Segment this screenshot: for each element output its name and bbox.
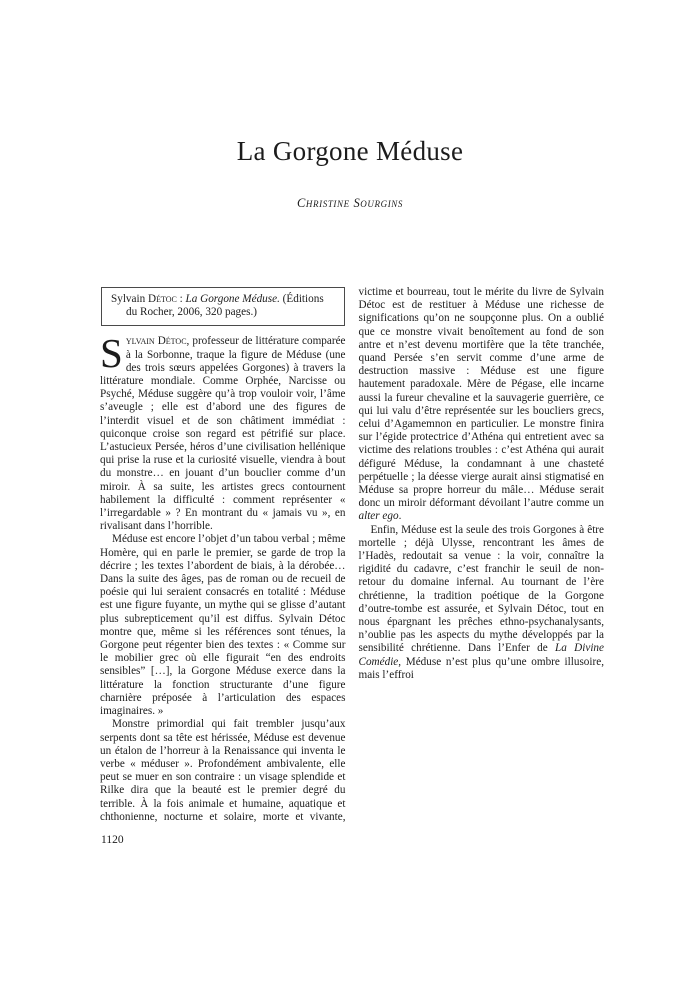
paragraph-3-text: Monstre primordial qui fait trembler jusqu’aux serpents dont sa tête est hérissée, Méduse est devenue un étalon de l’horreur à la Renaissance qui inventa le verbe « méduser ». Profondément ambivalente, elle peut se muer en son contraire : un visage splendide et Rilke dira que la beauté est le premier degré du terrible. À la fois animale et humaine, aquatique et chthonienne, nocturne et solaire, morte et vivante, victime et bourreau, tout le mérite du livre de Sylvain Détoc est de restituer à Méduse une richesse de significations qu’on ne soupçonne plus. On a oublié que ce monstre vivait benoîtement au fond de son antre et n’est devenu mortifère que la tête tranchée, quand Persée s’en servit comme d’une arme de destruction massive : Méduse est une figure hautement paradoxale. Mère de Pégase, elle incarne aussi la fureur chevaline et la sauvagerie guerrière, ce qui lui valu d’être représentée sur les boucliers grecs, celui d’Agamemnon en particulier. Le monstre finira sur l’égide protectrice d’Athéna qui entretient avec sa victime des relations troubles : c’est Athéna qui aurait défiguré Méduse, la condamnant à une chasteté perpétuelle ; la déesse vierge aurait ainsi stigmatisé en Méduse sa propre horreur du mâle… Méduse serait donc un miroir déformant dévoilant l’autre comme un [100, 286, 604, 823]
paragraph-2: Méduse est encore l’objet d’un tabou verbal ; même Homère, qui en parle le premier, se garde de trop la décrire ; les textes l’abordent de biais, à la dérobée… Dans la suite des âges, pas de roman ou de recueil de poésie qui lui seraient consacrés en totalité : Méduse est une figure fuyante, un mythe qui se glisse d’autant plus subrepticement qu’il est diffus. Sylvain Détoc montre que, même si les références sont ténues, la Gorgone peut régenter bien des textes : « Comme sur le mobilier grec où elle figurait “en des endroits sensibles” […], la Gorgone Méduse exerce dans la littérature la fonction structurante d’une figure charnière préposée à l’articulation des espaces imaginaires. » [100, 533, 346, 718]
article-columns [100, 286, 604, 830]
page-title: La Gorgone Méduse [236, 136, 464, 166]
paragraph-1 [100, 330, 346, 533]
paragraph-3-italic-phrase: alter ego [358, 510, 399, 523]
citation-author-surname: Détoc [147, 293, 177, 305]
citation-text [111, 293, 337, 319]
citation-book-title: La Gorgone Méduse. [185, 293, 280, 305]
citation-separator: : [176, 293, 186, 305]
paragraph-4 [359, 524, 605, 682]
page-number: 1120 [101, 834, 124, 846]
paragraph-3-closing: . [398, 510, 402, 523]
citation-box [101, 287, 345, 326]
paragraph-4-closing: , Méduse n’est plus qu’une ombre illusoire, mais l’effroi [358, 655, 604, 681]
citation-publisher-info: (Éditions du Rocher, 2006, 320 pages.) [126, 293, 324, 319]
paragraph-1-text: , professeur de littérature comparée à la Sorbonne, traque la figure de Méduse (une des trois sœurs appelées Gorgones) à travers la littérature mondiale. Comme Orphée, Narcisse ou Psyché, Méduse suggère qu’à trop vouloir voir, l’âme s’aveugle ; elle est d’abord une des figures de l’interdit visuel et de son châtiment immédiat : quiconque croise son regard est pétrifié sur place. L’astucieux Persée, héros d’une civilisation hellénique qui prise la ruse et la curiosité visuelle, viendra à bout du monstre… en jouant d’un bouclier comme d’un miroir. À sa suite, les artistes grecs contournent habilement la difficulté : comment représenter « l’irregardable » ? En montrant du « jamais vu », en rivalisant dans l’horrible. [100, 335, 346, 533]
citation-author-first: Sylvain [111, 293, 148, 305]
drop-cap: S [100, 330, 123, 377]
paragraph-4-italic-title: La Divine Comédie [358, 642, 604, 668]
paragraph-4-text: Enfin, Méduse est la seule des trois Gorgones à être mortelle ; déjà Ulysse, rencontrant les âmes de l’Hadès, redoutait sa venue : la voir, connaître la rigidité du cadavre, c’est franchir le seuil de non-retour du domaine infernal. Au tournant de l’ère chrétienne, la tradition poétique de la Gorgone d’outre-tombe est assurée, et Sylvain Détoc, tout en nous épargnant les prêches ethno-psychanalysants, n’oublie pas les aspects du mythe développés par la sensibilité chrétienne. Dans l’Enfer de [358, 523, 604, 655]
author-byline: Christine Sourgins [296, 196, 403, 210]
paragraph-1-smallcaps-lead: ylvain Détoc [125, 335, 187, 348]
